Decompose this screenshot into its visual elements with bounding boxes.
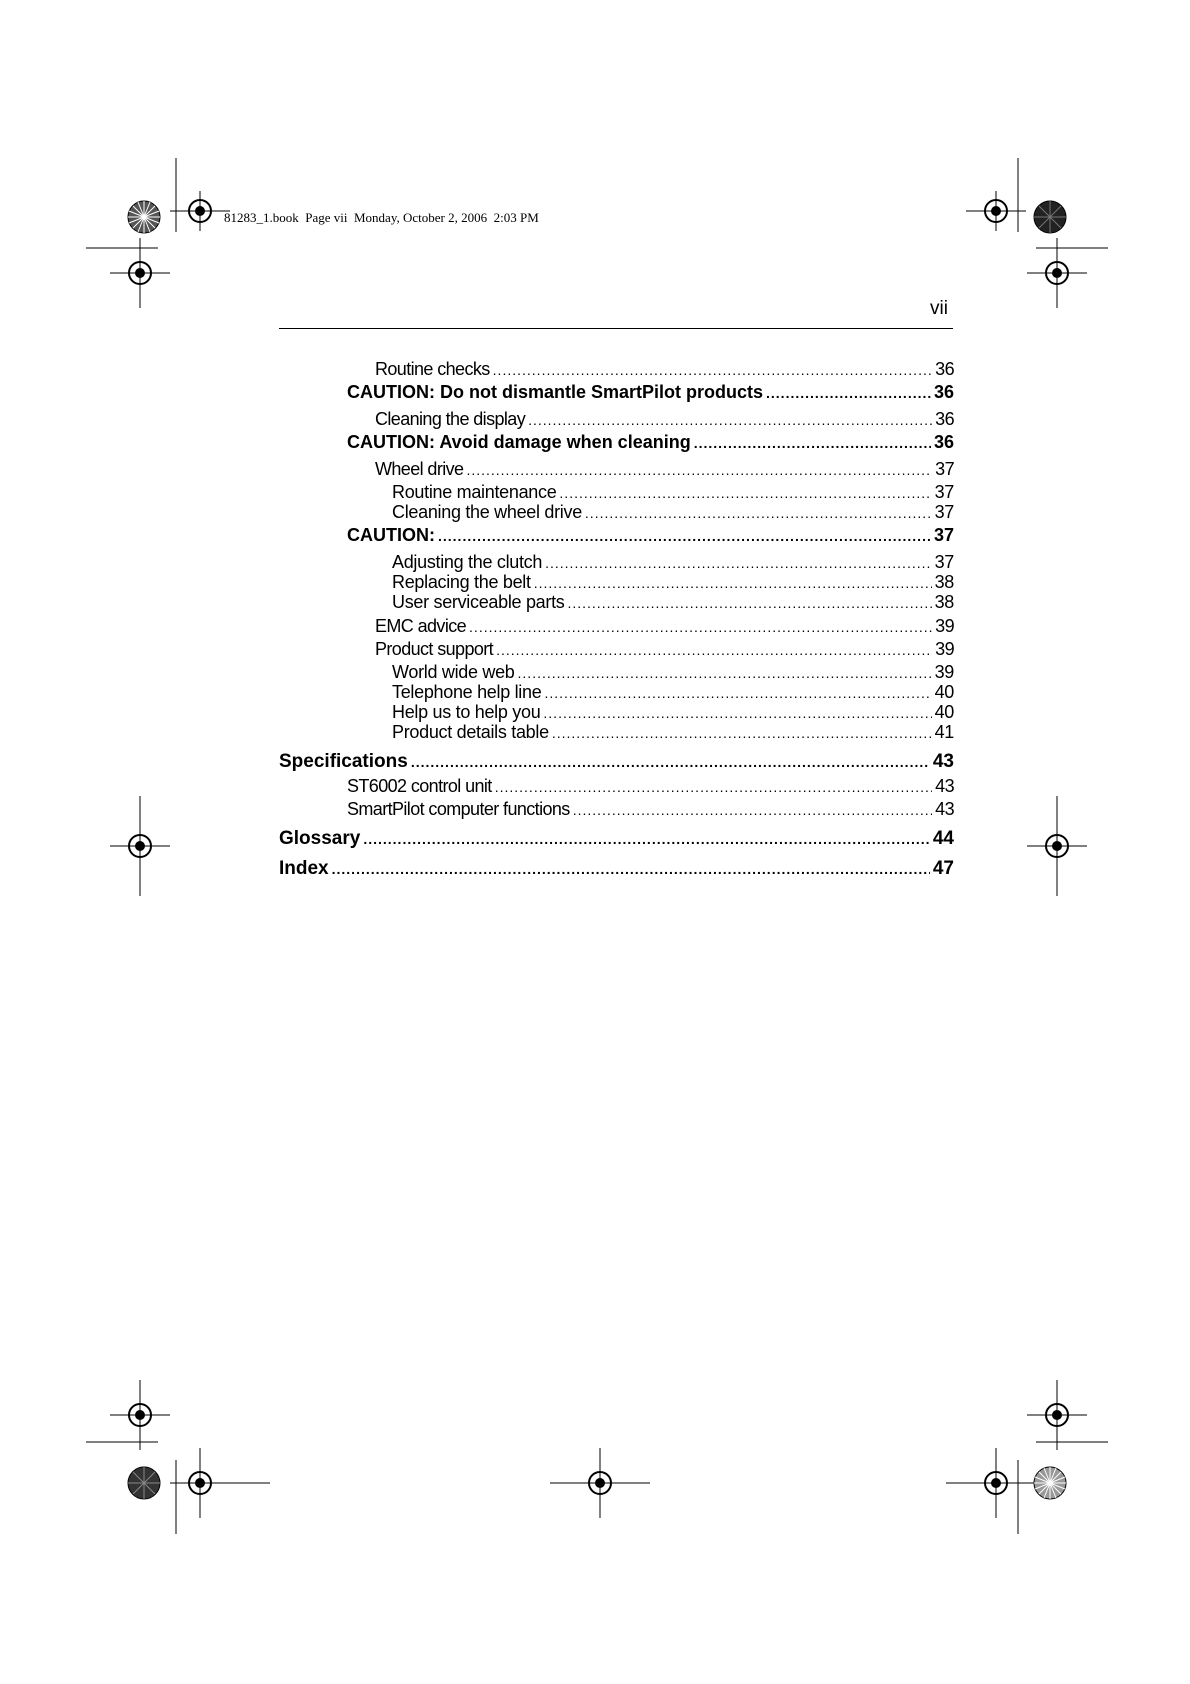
toc-entry-page: 37 bbox=[935, 459, 954, 479]
registration-target-icon bbox=[1027, 796, 1087, 896]
toc-entry-page: 37 bbox=[934, 482, 954, 502]
registration-target-icon bbox=[110, 1380, 170, 1450]
toc-entry-page: 38 bbox=[934, 572, 954, 592]
toc-entry-page: 40 bbox=[934, 702, 954, 722]
star-target-icon bbox=[126, 1465, 162, 1501]
toc-entry-title: Product details table bbox=[392, 722, 549, 742]
registration-target-icon bbox=[170, 1448, 270, 1518]
toc-entry-page: 43 bbox=[935, 799, 954, 819]
toc-entry-page: 43 bbox=[932, 751, 954, 772]
toc-entry-page: 39 bbox=[934, 662, 954, 682]
toc-entry-title: Cleaning the display bbox=[375, 409, 526, 429]
toc-entry-page: 39 bbox=[935, 639, 954, 659]
registration-target-icon bbox=[1027, 238, 1087, 308]
toc-entry-title: Index bbox=[279, 858, 329, 879]
toc-entry-title: Wheel drive bbox=[375, 459, 464, 479]
star-target-icon bbox=[126, 199, 162, 235]
toc-entry-title: CAUTION: Do not dismantle SmartPilot products bbox=[347, 382, 764, 402]
registration-target-icon bbox=[966, 191, 1026, 231]
toc-entry-title: SmartPilot computer functions bbox=[347, 799, 570, 819]
toc-entry-page: 36 bbox=[935, 409, 954, 429]
toc-entry-page: 43 bbox=[935, 776, 954, 796]
toc-entry-title: EMC advice bbox=[375, 616, 467, 636]
toc-entry-page: 37 bbox=[933, 525, 954, 545]
toc-entry-title: Glossary bbox=[279, 828, 361, 849]
toc-entry-title: Cleaning the wheel drive bbox=[392, 502, 582, 522]
toc-entry-page: 36 bbox=[933, 382, 954, 402]
toc-entry-page: 41 bbox=[934, 722, 954, 742]
toc-entry-title: Replacing the belt bbox=[392, 572, 531, 592]
toc-entry-page: 37 bbox=[934, 502, 954, 522]
toc-entry-page: 37 bbox=[934, 552, 954, 572]
toc-entry-title: User serviceable parts bbox=[392, 592, 565, 612]
toc-entry-page: 47 bbox=[932, 858, 954, 879]
toc-entry-page: 40 bbox=[934, 682, 954, 702]
registration-target-icon bbox=[1027, 1380, 1087, 1450]
registration-target-icon bbox=[170, 191, 230, 231]
toc-entry-title: Product support bbox=[375, 639, 494, 659]
toc-entry-page: 39 bbox=[935, 616, 954, 636]
toc-entry-title: ST6002 control unit bbox=[347, 776, 492, 796]
registration-target-icon bbox=[110, 796, 170, 896]
star-target-icon bbox=[1032, 1465, 1068, 1501]
toc-entry-title: Telephone help line bbox=[392, 682, 542, 702]
toc-entry-title: Help us to help you bbox=[392, 702, 541, 722]
toc-entry-title: CAUTION: bbox=[347, 525, 435, 545]
registration-target-icon bbox=[550, 1448, 650, 1518]
toc-entry-title: Routine checks bbox=[375, 359, 490, 379]
toc-entry-page: 44 bbox=[932, 828, 954, 849]
toc-entry-page: 36 bbox=[933, 432, 954, 452]
star-target-icon bbox=[1032, 199, 1068, 235]
registration-target-icon bbox=[110, 238, 170, 308]
toc-entry-title: Routine maintenance bbox=[392, 482, 557, 502]
registration-target-icon bbox=[946, 1448, 1046, 1518]
toc-entry-title: World wide web bbox=[392, 662, 515, 682]
toc-entry-page: 38 bbox=[934, 592, 954, 612]
toc-entry-title: Specifications bbox=[279, 751, 408, 772]
page-number: vii bbox=[930, 298, 948, 319]
print-slug: 81283_1.book Page vii Monday, October 2, 2006 2:03 PM bbox=[224, 210, 539, 225]
toc-entry-title: CAUTION: Avoid damage when cleaning bbox=[347, 432, 691, 452]
toc-entry-page: 36 bbox=[935, 359, 954, 379]
toc-entry-title: Adjusting the clutch bbox=[392, 552, 543, 572]
